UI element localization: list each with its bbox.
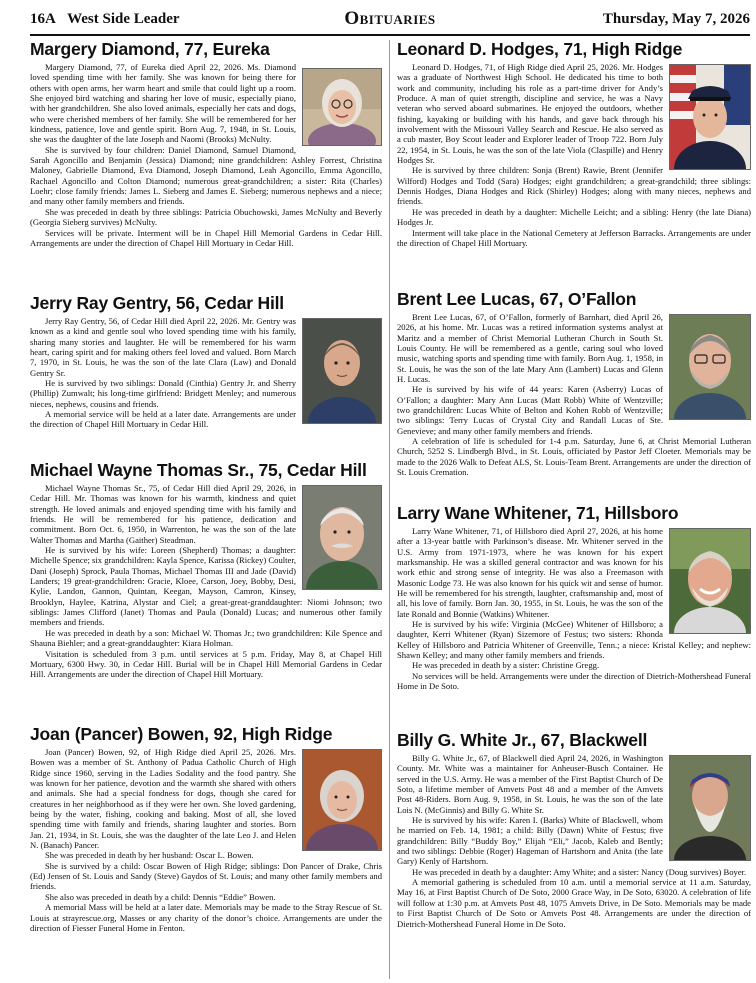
obituary-paragraph: Joan (Pancer) Bowen, 92, of High Ridge died April 25, 2026. Mrs. Bowen was a member of St. Anthony of Padua Catholic Church of High Ridge since 1960, serving in the Ladies Sodality and the food pantry. She was known for her patience, devotion and the warmth she shared with others and animals. She had a special fondness for dogs, though she cared for creatures in her neighborhood as if they were her own. She loved gardening, being by the water, fishing, cooking and baking. Most of all, she loved spending time with family and friends, sharing laughter and stories. Born Jan. 21, 1934, in St. Louis, she was the daughter of the late Leo J. and Helen N. (Banach) Pancer. bbox=[30, 747, 296, 851]
left-column bbox=[30, 38, 382, 933]
obituary-paragraph: Services will be private. Interment will be in Chapel Hill Memorial Gardens in Cedar Hill. Arrangements are under the direction of Chapel Hill Mortuary in Cedar Hill. bbox=[30, 227, 382, 248]
obituary-paragraph: Interment will take place in the National Cemetery at Jefferson Barracks. Arrangements are under the direction of Chapel Hill Mortuary. bbox=[397, 227, 751, 248]
obituary-bowen bbox=[30, 723, 382, 933]
obituary-white bbox=[397, 729, 751, 929]
portrait-man-glasses-beard-icon bbox=[669, 314, 751, 420]
obituary-paragraph: A memorial Mass will be held at a later date. Memorials may be made to the Stray Rescue of St. Louis at strayrescue.org, Masses or any charity of the donor’s choice. Arrangements are under the direction of Fiesser Funeral Home in Fenton. bbox=[30, 902, 382, 933]
obituary-paragraph: Leonard D. Hodges, 71, of High Ridge died April 25, 2026. Mr. Hodges was a graduate of Northwest High School. He dedicated his time to both work and community, including his role as a part-time driver for Andy’s Produce. A man of quiet strength, discipline and service, he was a Navy veteran who served aboard submarines. He enjoyed the outdoors, whether fishing, kayaking or building with his hands, and gave back through his involvement with the Missouri Valley Search and Rescue. He also served as a cub master, Boy Scout leader and Explorer leader of Troop 722. Born July 22, 1954, in St. Louis, he was the son of the late Viola (Claspille) and Henry Hodges Sr. bbox=[397, 62, 663, 166]
obituary-paragraph: He is survived by his wife: Loreen (Shepherd) Thomas; a daughter: Michelle Spence; six grandchildren: Kayla Spence, Karissa (Rickey) Coulter, Dani (Joseph) Sprock, Paula Thomas, Michael Thomas III and Jade (David) Landers; 19 great-grandchildren: Gracie, Kloee, Carson, Joey, Bobby, Desi, Kylie, Landon, Gannon, Quintan, Keegan, Mayson, Camron, Kinsey, Brooklyn, Haylee, Katrina, Alystar and Ciel; a great-great-granddaughter: Niomi Johnson; two siblings: James Clifford (Janet) Thomas and Paula (Donald) Lucas; and numerous other family members and friends. bbox=[30, 545, 382, 628]
portrait-woman-glasses-icon bbox=[302, 68, 382, 146]
obituary-paragraph: He is survived by his wife of 44 years: Karen (Asberry) Lucas of O’Fallon; a daughter: Mary Ann Lucas (Matt Robb) White of Wentzville; two grandchildren: Lucas White of Belton and Kohen Robb of Wentzville; two siblings: Terry Lucas of Crystal City and Randall Lucas of Ste. Genevieve; and many other family members and friends. bbox=[397, 384, 663, 436]
portrait-navy-uniform-icon bbox=[669, 64, 751, 170]
obituary-paragraph: He is survived by three children: Sonja (Brent) Rawie, Brent (Jennifer Wilford) Hodges and Todd (Sara) Hodges; eight grandchildren; a great-grandchild; three siblings: Dennis Hodges, Diana Hodges and Rick (Shirley) Hodges; along with many nieces, nephews and friends. bbox=[397, 165, 751, 207]
obituary-paragraph: Michael Wayne Thomas Sr., 75, of Cedar Hill died April 29, 2026, in Cedar Hill. Mr. Thomas was known for his warmth, kindness and quiet strength. He loved animals and enjoyed spending time with his family and friends. He will be remembered for his patience, dedication and commitment. Born Oct. 6, 1950, in Warrenton, he was the son of the late Walter Thomas and Martha (Gaither) Steadman. bbox=[30, 483, 296, 545]
column-divider bbox=[389, 40, 390, 979]
obituary-headline: Michael Wayne Thomas Sr., 75, Cedar Hill bbox=[30, 460, 367, 480]
issue-date: Thursday, May 7, 2026 bbox=[602, 11, 750, 27]
obituary-paragraph: Margery Diamond, 77, of Eureka died April 22, 2026. Ms. Diamond loved spending time with her family. She was known for being there for others with open arms, her warm heart and smile that could light up a room. She enjoyed bird watching and sharing her love of music, especially piano, with her grandchildren. She also loved animals, especially her cats and dogs, who were cherished members of her family. She will be remembered for her kindness, patience, love and gentle spirit. Born Aug. 7, 1948, in St. Louis, she was the daughter of the late Joseph and Naomi (Brooks) McNulty. bbox=[30, 62, 296, 145]
obituary-paragraph: Larry Wane Whitener, 71, of Hillsboro died April 27, 2026, at his home after a 13-year battle with Parkinson’s disease. Mr. Whitener served in the U.S. Army from 1971-1973, where he was known for his expert marksmanship. He was a skilled general contractor and was known for his work ethic and strong sense of integrity. He was also a Freemason with Masonic Lodge 73. He was also known for his quick wit and sense of humor. He will be remembered for his strength, laughter, craftsmanship and, most of all, his love of family. Born Jan. 30, 1955, in St. Louis, he was the son of the late Ronald and Bonnie (Watkins) Whitener. bbox=[397, 526, 663, 619]
obituary-whitener bbox=[397, 502, 751, 729]
obituary-headline: Leonard D. Hodges, 71, High Ridge bbox=[397, 39, 683, 59]
obituary-paragraph: He was preceded in death by a daughter: Amy White; and a sister: Nancy (Doug survives) Boyer. bbox=[412, 866, 747, 877]
obituary-paragraph: No services will be held. Arrangements were under the direction of Dietrich-Mothershead Funeral Home in De Soto. bbox=[397, 670, 751, 692]
obituary-paragraph: A celebration of life is scheduled for 1-4 p.m. Saturday, June 6, at Christ Memorial Lutheran Church, 5252 S. Lindbergh Blvd., in St. Louis, officiated by Pastor Jeff Cloeter. Memorials may be made to the 2026 Walk to Defeat ALS, St. Louis-Team Brent. Arrangements are under the direction of St. Louis Cremation. bbox=[397, 436, 751, 478]
portrait-man-short-hair-icon bbox=[302, 318, 382, 424]
obituary-paragraph: She also was preceded in death by a child: Dennis “Eddie” Bowen. bbox=[45, 891, 276, 902]
obituary-diamond bbox=[30, 38, 382, 292]
obituary-paragraph: A memorial service will be held at a later date. Arrangements are under the direction of Chapel Hill Mortuary in Cedar Hill. bbox=[30, 409, 296, 430]
publication-name: West Side Leader bbox=[67, 11, 180, 27]
obituary-paragraph: She was preceded in death by three siblings: Patricia Obuchowski, James McNulty and Beverly (Georgia Sieberg survives) McNulty. bbox=[30, 206, 382, 228]
portrait-man-bandana-beard-icon bbox=[669, 755, 751, 861]
obituary-paragraph: She is survived by a child: Oscar Bowen of High Ridge; siblings: Don Pancer of Drake, Chris (Ed) Jensen of St. Louis and Sandy (Steve) Gaydos of St. Louis; and many other family members and friends. bbox=[30, 860, 382, 892]
page-header bbox=[30, 4, 750, 36]
right-column bbox=[397, 38, 751, 929]
obituary-paragraph: He was preceded in death by a sister: Christine Gregg. bbox=[412, 660, 600, 671]
obituary-paragraph: He is survived by two siblings: Donald (Cinthia) Gentry Jr. and Sherry (Phillip) Zumwalt; his long-time girlfriend: Bridgett Menley; and numerous nieces, nephews, cousins and friends. bbox=[30, 378, 296, 409]
obituary-headline: Larry Wane Whitener, 71, Hillsboro bbox=[397, 503, 679, 523]
obituary-paragraph: He is survived by his wife: Virginia (McGee) Whitener of Hillsboro; a daughter, Kerri Whitener (Ryan) Sizemore of Festus; two sisters: Rhonda Kelley of Hillsboro and Patricia Whitener of Greenville, Tenn.; a niece: Kristal Kelley; and nephew: Shawn Kelley; and many other family members and friends. bbox=[397, 619, 751, 661]
obituary-gentry bbox=[30, 292, 382, 459]
portrait-man-smiling-icon bbox=[669, 528, 751, 634]
obituary-thomas bbox=[30, 459, 382, 723]
obituary-paragraph: She is survived by four children: Daniel Diamond, Samuel Diamond, Sarah Agoncillo and Benjamin (Jessica) Diamond; nine grandchildren: Ashley Forrest, Christina Maloney, Gabrielle Diamond, Eva Diamond, Joseph Diamond, Leah Agoncillo, Emma Agoncillo, Rachael Agoncillo and Colton Diamond; numerous great-grandchildren; a sister: Rita (Charles) Loehr; close family friends: James L. Sieberg and James E. Sieberg; numerous nephews and a niece; and many other family members and friends. bbox=[30, 144, 382, 207]
obituary-paragraph: Billy G. White Jr., 67, of Blackwell died April 24, 2026, in Washington County. Mr. White was a maintainer for Anheuser-Busch Container. He served in the U.S. Army. He was a member of the First Baptist Church of De Soto, a lifetime member of Amvets Post 48 and a member of the Amvets Post 48-Riders. Born Aug. 9, 1958, in St. Louis, he was the son of the late Lois N. (McGinnis) and Billy G. White Sr. bbox=[397, 753, 663, 815]
obituary-headline: Brent Lee Lucas, 67, O’Fallon bbox=[397, 289, 637, 309]
obituary-paragraph: Visitation is scheduled from 3 p.m. until services at 5 p.m. Friday, May 8, at Chapel Hill Mortuary, 6300 Hwy. 30, in Cedar Hill. Burial will be in Chapel Hill Memorial Gardens in Cedar Hill. Arrangements are under the direction of Chapel Hill Mortuary. bbox=[30, 648, 382, 680]
obituary-paragraph: He was preceded in death by a son: Michael W. Thomas Jr.; two grandchildren: Kile Spence and Shauna Biehler; and a great-granddaughter: Kiara Holman. bbox=[30, 627, 382, 649]
obituary-hodges bbox=[397, 38, 751, 288]
obituary-headline: Jerry Ray Gentry, 56, Cedar Hill bbox=[30, 293, 284, 313]
obituary-paragraph: She was preceded in death by her husband: Oscar L. Bowen. bbox=[45, 850, 254, 861]
portrait-elderly-woman-icon bbox=[302, 749, 382, 851]
obituary-paragraph: He is survived by his wife: Karen I. (Barks) White of Blackwell, whom he married on Feb. 14, 1981; a child: Billy (Dawn) White of Festus; five grandchildren: Billy “Buddy Boy,” Elijah “Eli,” Jacob, Kaleb and Bently; and two siblings: Debbie (Roger) Hageman of Hartshorn and Anita (the late Gary) Kenly of Hartshorn. bbox=[397, 815, 663, 867]
obituary-headline: Margery Diamond, 77, Eureka bbox=[30, 39, 270, 59]
obituary-lucas bbox=[397, 288, 751, 502]
portrait-man-mustache-icon bbox=[302, 485, 382, 590]
obituary-paragraph: Brent Lee Lucas, 67, of O’Fallon, formerly of Barnhart, died April 26, 2026, at his home. Mr. Lucas was a retired information systems analyst at Maritz and a member of Christ Memorial Lutheran Church in South St. Louis County. He will be remembered as a gentle, caring soul who loved music, watching sports and spending time with family. Born Aug. 1, 1958, in St. Louis, he was the son of the late Mary Ann (Lambert) Lucas and Glenn H. Lucas. bbox=[397, 312, 663, 385]
obituary-headline: Joan (Pancer) Bowen, 92, High Ridge bbox=[30, 724, 333, 744]
obituary-paragraph: A memorial gathering is scheduled from 10 a.m. until a memorial service at 11 a.m. Saturday, May 16, at First Baptist Church of De Soto, 2000 Grace Way, in De Soto, 63020. A celebration of life will follow at 1:30 p.m. at Amvets Post 48, 1075 Amvets Drive, in De Soto. Memorials may be made to First Baptist Church of De Soto or Amvets Post 48. Arrangements are under the direction of Dietrich-Mothershead Funeral Home in De Soto. bbox=[397, 877, 751, 929]
section-title: Obituaries bbox=[344, 8, 436, 29]
obituary-paragraph: Jerry Ray Gentry, 56, of Cedar Hill died April 22, 2026. Mr. Gentry was known as a kind and gentle soul who loved spending time with his family, sharing many stories and laughter. He will be remembered for his warm heart, caring spirit and for making others feel loved and valued. Born March 7, 1970, in St. Louis, he was the son of the late Clara (Law) and Donald Gentry Sr. bbox=[30, 316, 296, 378]
obituary-headline: Billy G. White Jr., 67, Blackwell bbox=[397, 730, 648, 750]
obituary-paragraph: He was preceded in death by a daughter: Michelle Leicht; and a sibling: Henry (the late Diana) Hodges Jr. bbox=[397, 206, 751, 228]
page-section: 16A bbox=[30, 11, 56, 27]
